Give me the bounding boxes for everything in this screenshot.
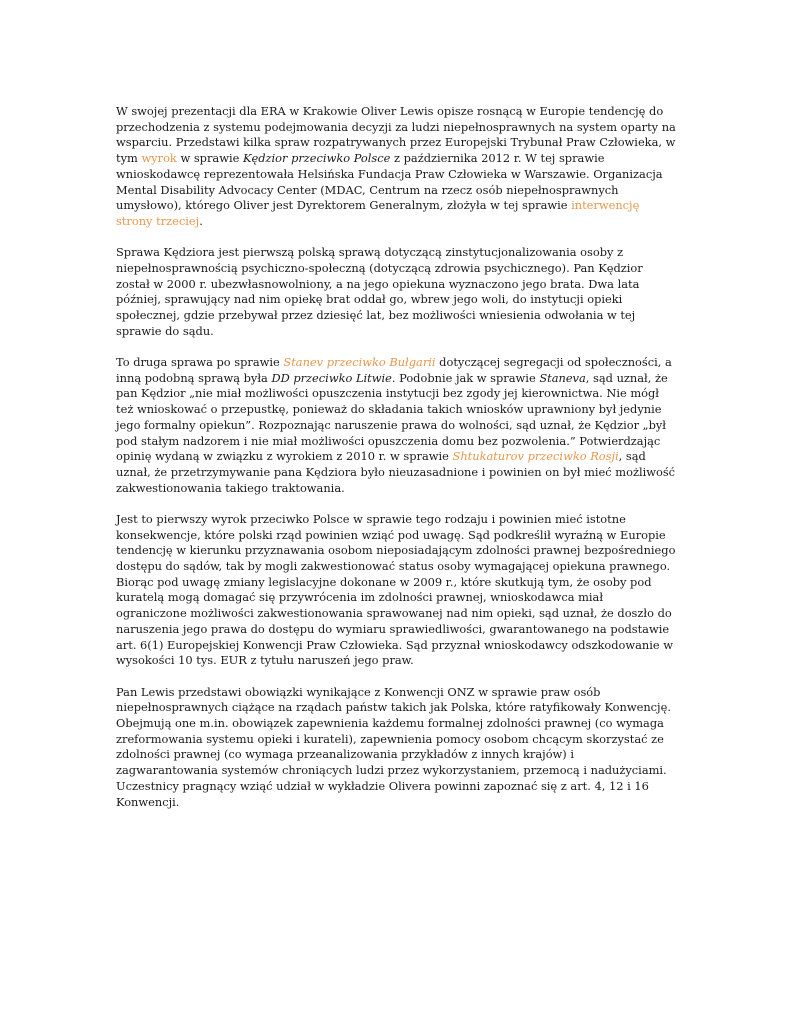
text-run: Pan Lewis przedstawi obowiązki wynikające z Konwencji ONZ w sprawie praw osób niepełnosprawnych ciążące na rządach państw takich jak Polska, które ratyfikowały Konwencję. Obejmują one m.in. obowiązek zapewnienia każdemu formalnej zdolności prawnej (co wymaga zreformowania systemu opieki i kurateli), zapewnienia pomocy osobom chcącym skorzystać ze zdolności prawnej (co wymaga przeanalizowania przykładów z innych krajów) i zagwarantowania systemów chroniących ludzi przez wykorzystaniem, przemocą i nadużyciami. Uczestnicy pragnący wziąć udział w wykładzie Olivera powinni zapoznać się z art. 4, 12 i 16 Konwencji. [116, 684, 671, 809]
link-wyrok[interactable]: wyrok [141, 151, 177, 166]
text-run: z października 2012 r. W tej sprawie wnioskodawcę reprezentowała Helsińska Fundacja Praw Człowieka w Warszawie. Organizacja Mental Disability Advocacy Center (MDAC, Centrum na rzecz osób niepełnosprawnych umysłowo), którego Oliver jest Dyrektorem Generalnym, złożyła w tej sprawie [116, 151, 663, 213]
paragraph [116, 512, 676, 669]
link-shtukaturov-case[interactable]: Shtukaturov przeciwko Rosji [452, 449, 619, 464]
paragraph [116, 104, 676, 230]
text-run: Sprawa Kędziora jest pierwszą polską sprawą dotyczącą zinstytucjonalizowania osoby z niepełnosprawnością psychiczno-społeczną (dotyczącą zdrowia psychicznego). Pan Kędzior został w 2000 r. ubezwłasnowolniony, a na jego opiekuna wyznaczono jego brata. Dwa lata później, sprawujący nad nim opiekę brat oddał go, wbrew jego woli, do instytucji opieki społecznej, gdzie przebywał przez dziesięć lat, bez możliwości wniesienia odwołania w tej sprawie do sądu. [116, 245, 643, 338]
link-third-party-intervention[interactable]: interwencję strony trzeciej [116, 198, 640, 228]
case-name: Staneva [539, 370, 586, 385]
paragraph [116, 245, 676, 339]
text-run: . Podobnie jak w sprawie [391, 370, 540, 385]
text-run: w sprawie [176, 151, 243, 166]
text-run: , sąd uznał, że pan Kędzior „nie miał możliwości opuszczenia instytucji bez zgody jej kierownictwa. Nie mógł też wnioskować o przepustkę, ponieważ do składania takich wniosków uprawniony był jedynie jego formalny opiekun”. Rozpoznając naruszenie prawa do wolności, sąd uznał, że Kędzior „był pod stałym nadzorem i nie miał możliwości opuszczenia domu bez pozwolenia.” Potwierdzając opinię wydaną w związku z wyrokiem z 2010 r. w sprawie [116, 370, 668, 464]
document-page [116, 104, 676, 826]
case-name: Kędzior przeciwko Polsce [242, 151, 391, 166]
paragraph [116, 355, 676, 496]
text-run: Jest to pierwszy wyrok przeciwko Polsce w sprawie tego rodzaju i powinien mieć istotne konsekwencje, które polski rząd powinien wziąć pod uwagę. Sąd podkreślił wyraźną w Europie tendencję w kierunku przyznawania osobom nieposiadającym zdolności prawnej bezpośredniego dostępu do sądów, tak by mogli zakwestionować status osoby wymagającej opiekuna prawnego. Biorąc pod uwagę zmiany legislacyjne dokonane w 2009 r., które skutkują tym, że osoby pod kuratelą mogą domagać się przywrócenia im zdolności prawnej, wnioskodawca miał ograniczone możliwości zakwestionowania sprawowanej nad nim opieki, sąd uznał, że doszło do naruszenia jego prawa do dostępu do wymiaru sprawiedliwości, gwarantowanego na podstawie art. 6(1) Europejskiej Konwencji Praw Człowieka. Sąd przyznał wnioskodawcy odszkodowanie w wysokości 10 tys. EUR z tytułu naruszeń jego praw. [116, 511, 676, 668]
text-run: dotyczącej segregacji od społeczności, a inną podobną sprawą była [116, 355, 672, 385]
case-name: DD przeciwko Litwie [271, 370, 392, 385]
paragraph [116, 685, 676, 811]
link-stanev-case[interactable]: Stanev przeciwko Bułgarii [283, 355, 436, 370]
text-run: . [199, 213, 203, 228]
text-run: , sąd uznał, że przetrzymywanie pana Kędziora było nieuzasadnione i powinien on był mieć możliwość zakwestionowania takiego traktowania. [116, 449, 676, 495]
text-run: To druga sprawa po sprawie [116, 355, 284, 370]
text-run: W swojej prezentacji dla ERA w Krakowie Oliver Lewis opisze rosnącą w Europie tendencję do przechodzenia z systemu podejmowania decyzji za ludzi niepełnosprawnych na system oparty na wsparciu. Przedstawi kilka spraw rozpatrywanych przez Europejski Trybunał Praw Człowieka, w tym [116, 104, 676, 166]
